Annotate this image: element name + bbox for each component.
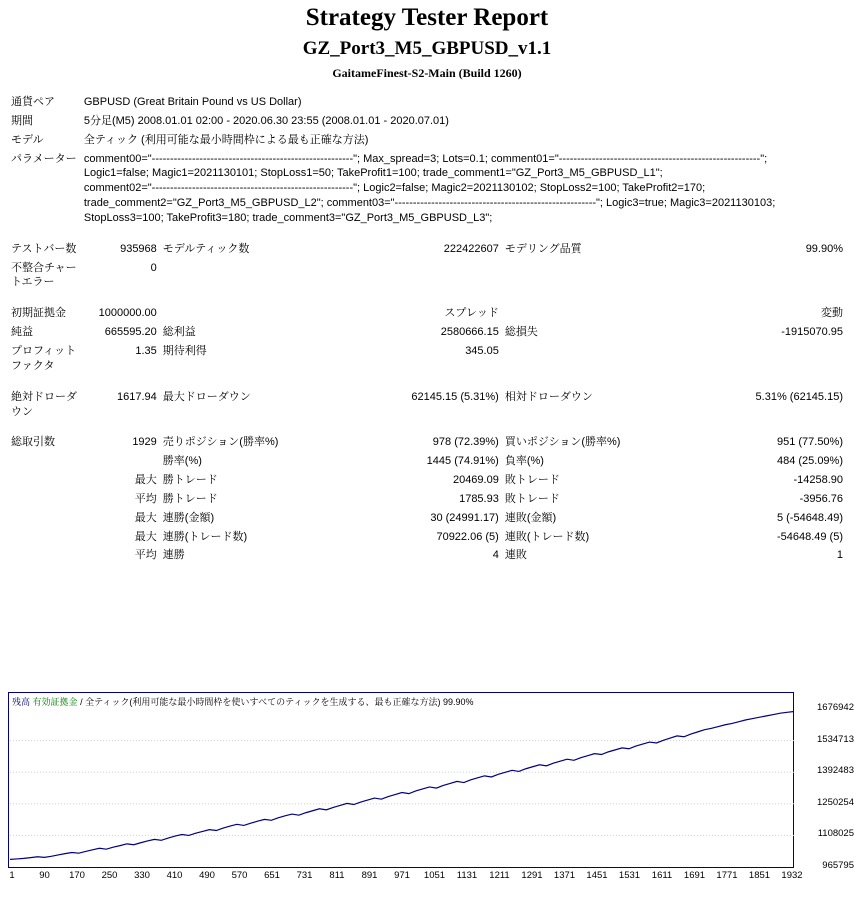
x-tick-label: 250 [101,870,118,881]
spread-label: スプレッド [444,307,499,320]
table-row-deposit [8,304,846,323]
max-consec-label: 最大 [134,511,157,524]
bars-label: テストバー数 [11,242,77,255]
parameters-line: Logic1=false; Magic1=2021130101; StopLoss1=50; TakeProfit1=100; trade_comment1="GZ_Port3_M5_GBPUSD_L1"; [83,167,663,180]
legend-balance: 残高 [12,697,31,707]
x-tick-label: 1771 [716,870,738,881]
table-row-average [8,490,846,509]
deposit-value: 1000000.00 [98,307,157,320]
avg-consec-win-label: 連勝 [162,549,185,562]
max-consec-spacer [8,509,81,528]
chart-x-axis [8,870,808,888]
avg-consec-label: 平均 [134,549,157,562]
x-tick-label: 1851 [748,870,771,881]
chart-canvas [10,709,794,867]
table-row-mismatch [8,259,846,293]
average-label: 平均 [134,492,157,505]
x-tick-label: 1371 [553,870,576,881]
y-tick-label: 1108025 [817,828,854,840]
max-consec-win-value: 30 (24991.17) [430,511,499,524]
total-trades-label: 総取引数 [11,436,55,449]
parameters-line: trade_comment2="GZ_Port3_M5_GBPUSD_L2"; comment03="-------------------------------------------------------"; Logic3=true; Magic3=2021130103; [83,197,776,210]
deposit-label: 初期証拠金 [11,307,66,320]
max-consec-loss-value: 5 (-54648.49) [776,511,843,524]
x-tick-label: 731 [296,870,313,881]
quality-label: モデリング品質 [504,242,582,255]
short-value: 978 (72.39%) [432,436,499,449]
parameters-line: StopLoss3=100; TakeProfit3=180; trade_comment3="GZ_Port3_M5_GBPUSD_L3"; [83,211,493,224]
x-tick-label: 490 [199,870,215,881]
table-row-parameters [8,150,846,228]
short-label: 売りポジション(勝率%) [162,436,279,449]
largest-loss-value: -14258.90 [793,474,843,487]
parameters-line: comment02="-------------------------------------------------------"; Logic2=false; Magic2=2021130102; StopLoss2=100; TakeProfit2=170; [83,182,706,195]
x-tick-label: 330 [134,870,150,881]
mismatch-spacer4 [664,259,846,293]
y-tick-label: 1676942 [817,702,854,713]
report-table [8,93,846,565]
model-label: モデル [11,133,44,146]
x-tick-label: 1691 [683,870,706,881]
max-dd-value: 62145.15 (5.31%) [411,390,499,403]
pair-value: GBPUSD (Great Britain Pound vs US Dollar) [83,96,302,108]
quality-value: 99.90% [805,242,843,255]
average-spacer [8,490,81,509]
gross-profit-label: 総利益 [162,326,196,339]
pf-spacer [502,342,664,376]
table-row-period [8,112,846,131]
gross-loss-label: 総損失 [504,326,538,339]
max-consec2-label: 最大 [134,530,157,543]
max-consec-win-label: 連勝(金額) [162,511,215,524]
pair-label: 通貨ペア [11,96,55,108]
average-win-value: 1785.93 [459,492,499,505]
y-tick-label: 1534713 [817,733,854,745]
x-tick-label: 971 [394,870,410,881]
net-profit-value: 665595.20 [104,326,157,339]
spread-value: 変動 [821,307,843,320]
x-tick-label: 170 [69,870,85,881]
average-win-label: 勝トレード [162,492,218,505]
x-tick-label: 651 [264,870,280,881]
spacer [8,421,846,433]
average-loss-label: 敗トレード [504,492,560,505]
winrate-spacer2 [81,452,160,471]
total-trades-value: 1929 [132,436,157,449]
y-tick-label: 965795 [822,860,854,871]
max-consec-loss-amt-value: -54648.49 (5) [776,530,843,543]
parameters-label: パラメーター [11,152,77,165]
x-tick-label: 1531 [618,870,641,881]
ticks-label: モデルティック数 [162,242,250,255]
long-label: 買いポジション(勝率%) [504,436,621,449]
deposit-spacer [160,304,340,323]
avg-consec-loss-label: 連敗 [504,549,527,562]
avg-consec-spacer [8,546,81,565]
x-tick-label: 891 [361,870,378,881]
x-tick-label: 811 [329,870,345,881]
x-tick-label: 1211 [489,870,510,881]
legend-model: / 全ティック(利用可能な最小時間枠を使いすべてのティックを生成する、最も正確な方法) [80,697,441,707]
average-loss-value: -3956.76 [799,492,843,505]
mismatch-value: 0 [150,261,157,274]
abs-dd-label: 絶対ドローダウン [11,390,77,418]
profit-factor-value: 1.35 [135,344,157,357]
x-tick-label: 1291 [521,870,543,881]
equity-chart [8,692,854,892]
win-label: 勝率(%) [162,455,202,468]
mismatch-spacer2 [340,259,502,293]
balance-line [10,712,794,860]
max-consec-loss-amt-label: 連敗(トレード数) [504,530,590,543]
mismatch-spacer [160,259,340,293]
legend-equity: 有効証拠金 [32,697,78,707]
largest-label: 最大 [134,474,157,487]
table-row-profit-factor [8,342,846,376]
mismatch-spacer3 [502,259,664,293]
period-label: 期間 [11,114,33,127]
abs-dd-value: 1617.94 [117,390,157,403]
legend-quality: 99.90% [442,697,474,707]
gross-loss-value: -1915070.95 [781,326,843,339]
x-tick-label: 1932 [781,870,803,881]
ticks-value: 222422607 [443,242,499,255]
table-row-bars [8,240,846,259]
loss-label: 負率(%) [504,455,544,468]
table-row-winrate [8,452,846,471]
x-tick-label: 1051 [423,870,446,881]
largest-loss-label: 敗トレード [504,474,560,487]
page-title: Strategy Tester Report [305,4,549,31]
max-dd-label: 最大ドローダウン [162,390,251,403]
expected-payoff-label: 期待利得 [162,344,207,357]
model-value: 全ティック (利用可能な最小時間枠による最も正確な方法) [83,133,369,146]
deposit-spacer2 [502,304,664,323]
table-row-largest [8,471,846,490]
parameters-line: comment00="-------------------------------------------------------"; Max_spread=3; Lots=0.1; comment01="-------------------------------------------------------"; [83,152,768,165]
x-tick-label: 90 [39,870,50,881]
long-value: 951 (77.50%) [776,436,843,449]
chart-legend [12,695,474,708]
table-row-max-consecutive-amount [8,528,846,547]
mismatch-label: 不整合チャートエラー [11,261,77,289]
table-row-drawdown [8,388,846,422]
report-subtitle: GZ_Port3_M5_GBPUSD_v1.1 [302,38,552,59]
chart-y-axis [798,692,854,871]
x-tick-label: 1131 [456,870,478,881]
y-tick-label: 1250254 [817,796,854,808]
gross-profit-value: 2580666.15 [440,326,499,339]
spacer [8,228,846,240]
rel-dd-value: 5.31% (62145.15) [755,390,843,403]
table-row-avg-consecutive [8,546,846,565]
avg-consec-win-value: 4 [492,549,499,562]
table-row-pair [8,93,846,112]
y-tick-label: 1392483 [817,765,854,777]
pf-spacer2 [664,342,846,376]
x-tick-label: 1 [9,870,15,881]
table-row-max-consecutive [8,509,846,528]
winrate-spacer [8,452,81,471]
largest-win-value: 20469.09 [452,474,499,487]
loss-value: 484 (25.09%) [776,455,843,468]
x-tick-label: 1611 [651,870,673,881]
win-value: 1445 (74.91%) [426,455,499,468]
broker-build: GaitameFinest-S2-Main (Build 1260) [332,66,522,80]
spacer [8,376,846,388]
max-consec-win-amt-value: 70922.06 (5) [436,530,499,543]
table-row-model [8,131,846,150]
max-consec-loss-label: 連敗(金額) [504,511,557,524]
max-consec-win-amt-label: 連勝(トレード数) [162,530,248,543]
net-profit-label: 純益 [11,326,33,339]
spacer [8,292,846,304]
largest-spacer [8,471,81,490]
expected-payoff-value: 345.05 [465,344,499,357]
table-row-total-trades [8,433,846,452]
x-tick-label: 1451 [586,870,608,881]
x-tick-label: 410 [166,870,183,881]
period-value: 5分足(M5) 2008.01.01 02:00 - 2020.06.30 23:55 (2008.01.01 - 2020.07.01) [83,114,449,127]
table-row-net-profit [8,323,846,342]
x-tick-label: 570 [231,870,248,881]
max-consec2-spacer [8,528,81,547]
profit-factor-label: プロフィットファクタ [11,344,77,372]
chart-plot-area [8,692,794,868]
parameters-value [81,150,846,228]
largest-win-label: 勝トレード [162,474,218,487]
avg-consec-loss-value: 1 [836,549,843,562]
strategy-tester-report [0,4,854,902]
equity-line-svg [10,709,794,867]
rel-dd-label: 相対ドローダウン [504,390,593,403]
bars-value: 935968 [120,242,157,255]
